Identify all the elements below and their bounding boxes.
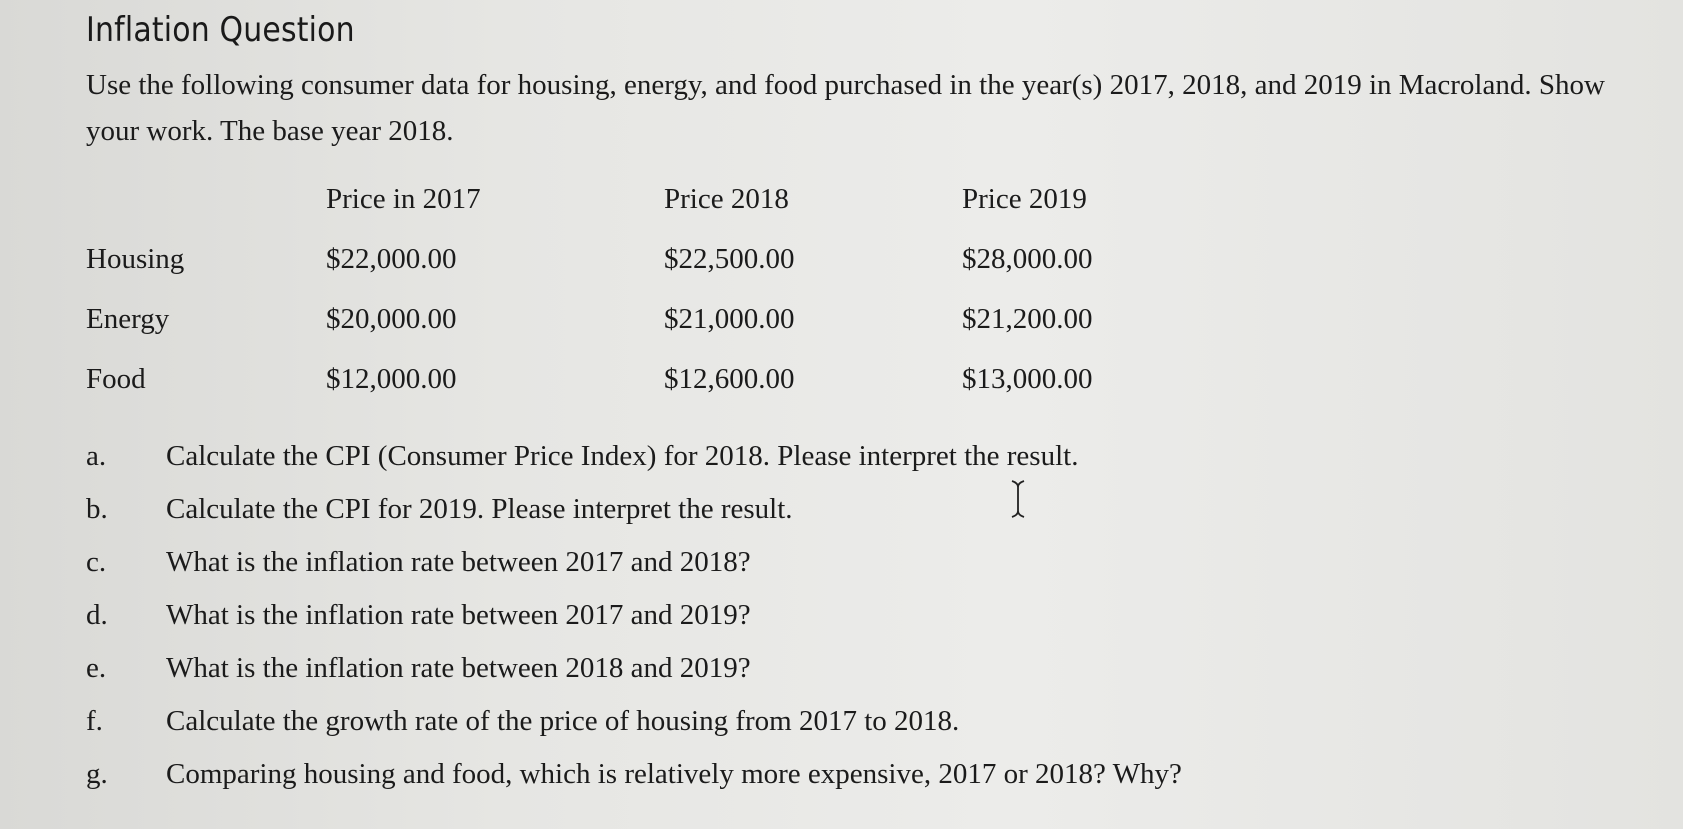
intro-paragraph: Use the following consumer data for housing, energy, and food purchased in the year(s) 2017, 2018, and 2019 in Macroland. Show your work. The base year 2018.: [86, 69, 1605, 147]
question-letter: e.: [86, 652, 107, 684]
row-label-food: Food: [86, 363, 146, 395]
question-text: What is the inflation rate between 2018 and 2019?: [166, 652, 751, 684]
cell-value: $22,500.00: [664, 243, 795, 275]
row-label-energy: Energy: [86, 303, 170, 335]
question-letter: g.: [86, 758, 108, 790]
question-text: Comparing housing and food, which is relatively more expensive, 2017 or 2018? Why?: [166, 758, 1182, 790]
cell-value: $13,000.00: [962, 363, 1093, 395]
question-letter: d.: [86, 599, 108, 631]
question-letter: f.: [86, 705, 103, 737]
question-letter: c.: [86, 546, 107, 578]
question-letter: b.: [86, 493, 108, 525]
cell-value: $21,000.00: [664, 303, 795, 335]
question-text: What is the inflation rate between 2017 and 2018?: [166, 546, 751, 578]
cell-value: $22,000.00: [326, 243, 457, 275]
page-title: Inflation Question: [86, 10, 355, 50]
header-price-2018: Price 2018: [664, 183, 789, 215]
question-text: Calculate the growth rate of the price of housing from 2017 to 2018.: [166, 705, 960, 737]
cell-value: $12,000.00: [326, 363, 457, 395]
question-text: Calculate the CPI for 2019. Please interpret the result.: [166, 493, 793, 525]
text-cursor-icon: [1010, 479, 1026, 519]
cell-value: $28,000.00: [962, 243, 1093, 275]
cell-value: $12,600.00: [664, 363, 795, 395]
question-letter: a.: [86, 440, 107, 472]
header-price-2019: Price 2019: [962, 183, 1087, 215]
header-price-2017: Price in 2017: [326, 183, 481, 215]
question-text: What is the inflation rate between 2017 and 2019?: [166, 599, 751, 631]
cell-value: $21,200.00: [962, 303, 1093, 335]
question-text: Calculate the CPI (Consumer Price Index) for 2018. Please interpret the result.: [166, 440, 1079, 472]
cell-value: $20,000.00: [326, 303, 457, 335]
row-label-housing: Housing: [86, 243, 185, 275]
